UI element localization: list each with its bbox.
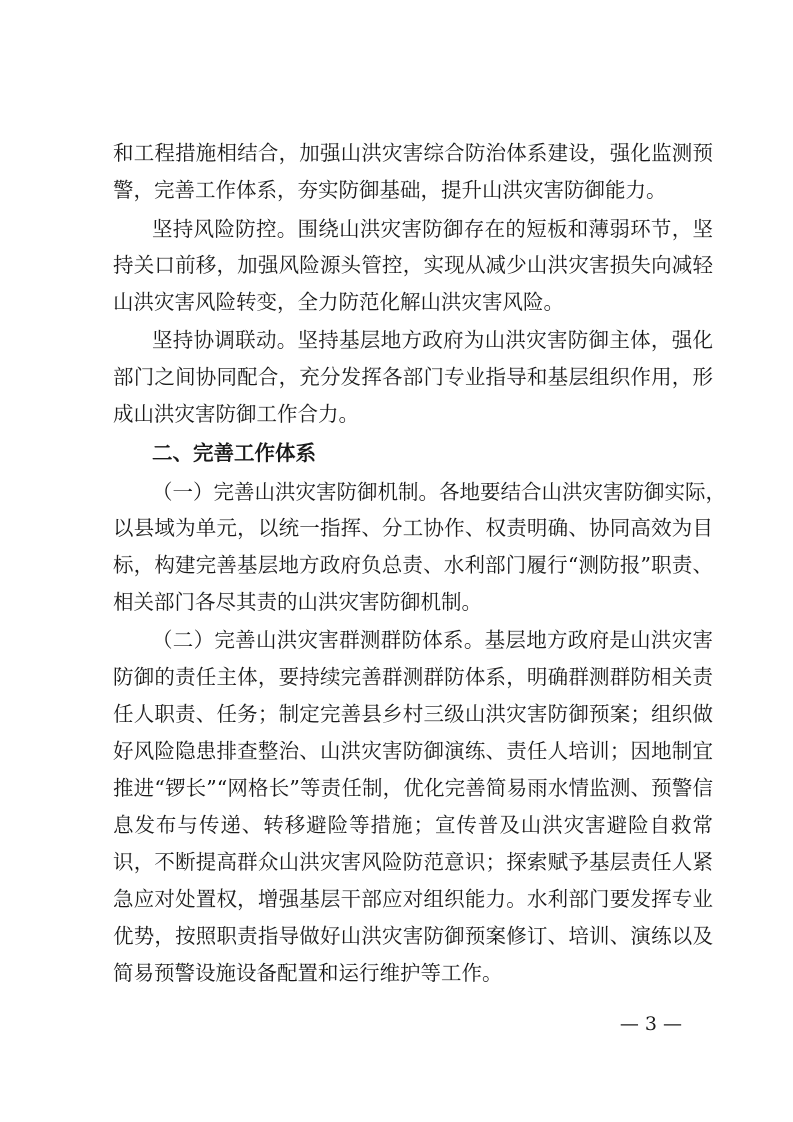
- body-text-line: 以县域为单元，以统一指挥、分工协作、权责明确、协同高效为目: [113, 516, 713, 540]
- body-text-line: 防御的责任主体，要持续完善群测群防体系，明确群测群防相关责: [113, 665, 713, 689]
- body-text-line: 部门之间协同配合，充分发挥各部门专业指导和基层组织作用，形: [113, 365, 713, 389]
- body-text-line: 标，构建完善基层地方政府负总责、水利部门履行“测防报”职责、: [113, 553, 713, 577]
- body-text-line: 识，不断提高群众山洪灾害风险防范意识；探索赋予基层责任人紧: [113, 850, 713, 874]
- body-text-line: 坚持风险防控。围绕山洪灾害防御存在的短板和薄弱环节，坚: [152, 217, 713, 241]
- body-text-line: 简易预警设施设备配置和运行维护等工作。: [113, 961, 503, 985]
- body-text-line: 山洪灾害风险转变，全力防范化解山洪灾害风险。: [113, 290, 564, 314]
- body-text-line: （一）完善山洪灾害防御机制。各地要结合山洪灾害防御实际，: [152, 480, 726, 504]
- body-text-line: 急应对处置权，增强基层干部应对组织能力。水利部门要发挥专业: [113, 887, 713, 911]
- body-text-line: 相关部门各尽其责的山洪灾害防御机制。: [113, 590, 482, 614]
- section-heading: 二、完善工作体系: [152, 441, 316, 465]
- body-text-line: 优势，按照职责指导做好山洪灾害防御预案修订、培训、演练以及: [113, 924, 713, 948]
- body-text-line: 息发布与传递、转移避险等措施；宣传普及山洪灾害避险自救常: [113, 813, 713, 837]
- body-text-line: （二）完善山洪灾害群测群防体系。基层地方政府是山洪灾害: [152, 628, 713, 652]
- body-text-line: 推进“锣长”“网格长”等责任制，优化完善简易雨水情监测、预警信: [113, 776, 713, 800]
- body-text-line: 持关口前移，加强风险源头管控，实现从减少山洪灾害损失向减轻: [113, 253, 713, 277]
- page-number: — 3 —: [619, 1013, 682, 1035]
- body-text-line: 和工程措施相结合，加强山洪灾害综合防治体系建设，强化监测预: [113, 141, 713, 165]
- body-text-line: 成山洪灾害防御工作合力。: [113, 402, 359, 426]
- body-text-line: 任人职责、任务；制定完善县乡村三级山洪灾害防御预案；组织做: [113, 702, 713, 726]
- body-text-line: 坚持协调联动。坚持基层地方政府为山洪灾害防御主体，强化: [152, 328, 713, 352]
- body-text-line: 好风险隐患排查整治、山洪灾害防御演练、责任人培训；因地制宜: [113, 739, 713, 763]
- body-text-line: 警，完善工作体系，夯实防御基础，提升山洪灾害防御能力。: [113, 178, 667, 202]
